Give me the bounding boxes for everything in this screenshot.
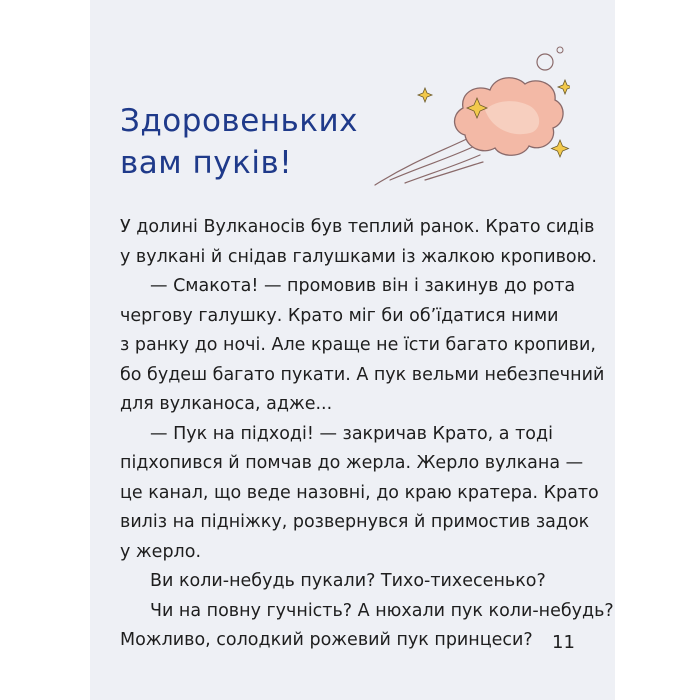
story-line: це канал, що веде назовні, до краю кратера. Крато [120, 482, 599, 503]
star-icon [558, 80, 570, 94]
story-line: У долині Вулканосів був теплий ранок. Крато сидів [120, 217, 595, 237]
story-line: у вулкані й снідав галушками із жалкою кропивою. [120, 246, 597, 267]
chapter-title [120, 100, 358, 184]
pink-cloud-illustration [365, 40, 570, 200]
page-number: 11 [552, 632, 575, 653]
story-line: у жерло. [120, 541, 202, 562]
story-text [120, 213, 614, 656]
story-line: для вулканоса, адже... [120, 394, 333, 414]
small-bubble-icon [537, 54, 553, 70]
story-line: чергову галушку. Крато міг би об’їдатися ними [120, 305, 559, 326]
story-line: Ви коли-небудь пукали? Тихо-тихесенько? [150, 571, 546, 591]
story-line: — Смакота! — промовив він і закинув до рота [150, 276, 576, 296]
chapter-title-line-2: вам пуків! [120, 145, 293, 181]
story-line: підхопився й помчав до жерла. Жерло вулкана — [120, 453, 584, 473]
story-line: бо будеш багато пукати. А пук вельми небезпечний [120, 364, 605, 385]
story-line: виліз на підніжку, розвернувся й примостив задок [120, 512, 590, 532]
chapter-title-line-1: Здоровеньких [120, 103, 359, 139]
cloud-trail [375, 135, 483, 185]
story-line: Чи на повну гучність? А нюхали пук коли-небудь? [150, 600, 614, 621]
tiny-bubble-icon [557, 47, 563, 53]
book-page [90, 0, 615, 700]
story-line: з ранку до ночі. Але краще не їсти багато кропиви, [120, 335, 596, 355]
star-icon [418, 88, 432, 102]
star-icon [552, 140, 569, 157]
story-line: — Пук на підході! — закричав Крато, а тоді [150, 423, 553, 444]
pink-cloud-icon [455, 47, 564, 155]
story-line: Можливо, солодкий рожевий пук принцеси? [120, 630, 533, 650]
